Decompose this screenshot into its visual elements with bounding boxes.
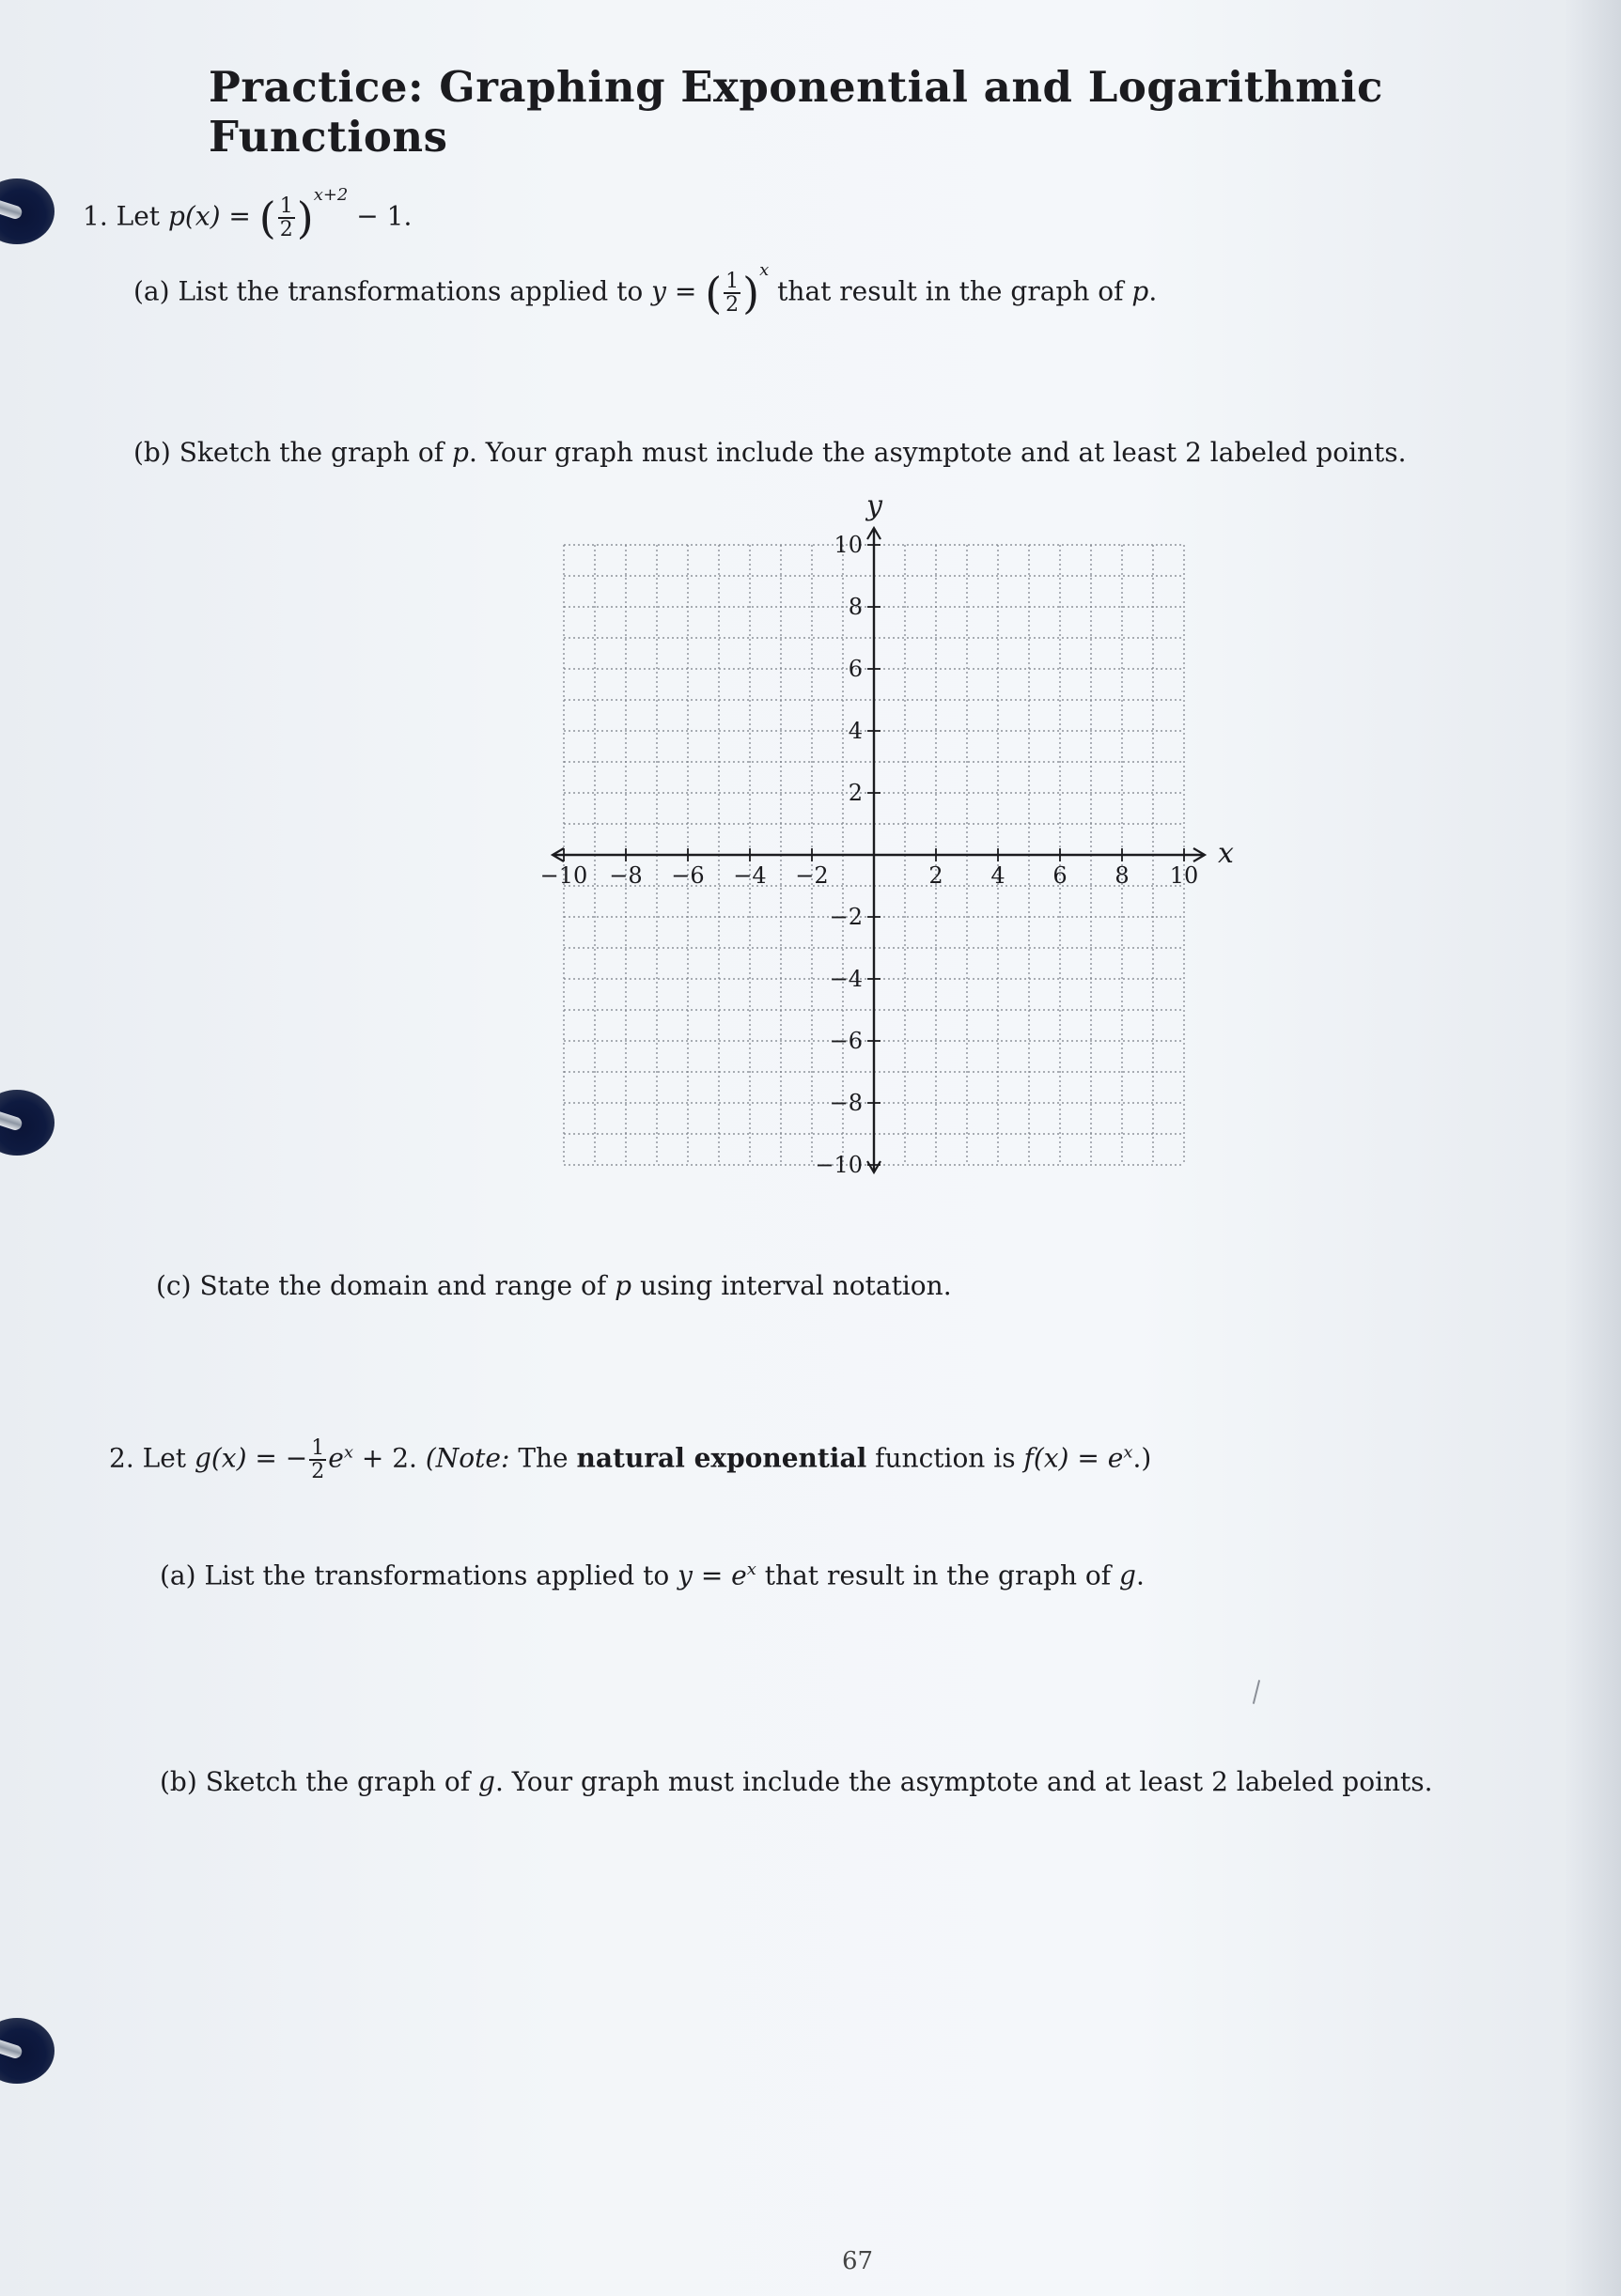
- pencil-mark: [1253, 1680, 1260, 1704]
- problem-2a-end: .: [1135, 1559, 1145, 1591]
- x-tick-label: 8: [1114, 862, 1130, 889]
- problem-2-note-end: .): [1132, 1442, 1152, 1474]
- y-tick-label: 6: [848, 656, 863, 682]
- problem-2-note-text: The: [509, 1442, 577, 1474]
- problem-1a-text-after: that result in the graph of: [777, 275, 1132, 307]
- problem-1a-fname: p: [1131, 275, 1149, 307]
- problem-2-exponent: x: [343, 1442, 353, 1463]
- problem-2-note-bold: natural exponential: [576, 1442, 867, 1474]
- binder-ring-hole-top: [0, 178, 55, 244]
- problem-1b-label: (b): [133, 437, 171, 468]
- problem-1c-label: (c): [156, 1270, 192, 1301]
- y-tick-label: 4: [848, 718, 863, 744]
- problem-1a-y: y =: [651, 275, 706, 307]
- y-tick-label: −8: [829, 1090, 863, 1116]
- problem-1-statement: 1. Let p(x) = ( $\frac{1}{2}$ )$^{x+2}$ − 1.: [83, 185, 413, 243]
- y-tick-label: 2: [848, 780, 863, 806]
- problem-2a: [160, 1559, 1145, 1590]
- problem-1a-end: .: [1148, 275, 1158, 307]
- page-title: Practice: Graphing Exponential and Logarithmic Functions: [209, 62, 1383, 162]
- problem-2-function: g(x) = −: [194, 1442, 308, 1474]
- problem-1-exponent: x+2: [313, 185, 349, 206]
- y-tick-label: 8: [848, 594, 863, 620]
- problem-2a-fname: g: [1119, 1559, 1136, 1591]
- problem-1a-exponent: x: [759, 260, 770, 281]
- problem-1-function: p(x) =: [167, 200, 259, 232]
- problem-2-note-text2: function is: [866, 1442, 1024, 1474]
- problem-2a-y: y = e: [678, 1559, 747, 1591]
- problem-1c-text-after: using interval notation.: [631, 1270, 952, 1301]
- y-axis-label: y: [866, 489, 882, 522]
- problem-2b-text-after: . Your graph must include the asymptote and at least 2 labeled points.: [494, 1766, 1433, 1797]
- problem-1b-text: Sketch the graph of: [179, 437, 453, 468]
- problem-1-number: 1.: [83, 200, 108, 232]
- problem-2-tail: + 2.: [352, 1442, 417, 1474]
- coordinate-grid[interactable]: [526, 489, 1240, 1231]
- problem-1-let: Let: [116, 200, 161, 232]
- problem-2-note-exp: x: [1123, 1442, 1133, 1463]
- problem-1c-fname: p: [615, 1270, 632, 1301]
- y-tick-label: −2: [829, 904, 863, 930]
- problem-1a: (a) List the transformations applied to y = ( $\frac{1}{2}$ )$^x$ that result in the graph of p.: [133, 260, 1158, 318]
- x-tick-label: −10: [539, 862, 588, 889]
- problem-2b-fname: g: [478, 1766, 495, 1797]
- binder-ring-hole-bottom: [0, 2018, 55, 2084]
- y-tick-label: −6: [829, 1028, 863, 1054]
- problem-2b-text: Sketch the graph of: [205, 1766, 479, 1797]
- problem-2-fraction: $\frac{1}{2}$: [311, 1436, 325, 1484]
- page-number: 67: [842, 2247, 874, 2275]
- problem-1b-fname: p: [452, 437, 469, 468]
- binder-ring-hole-middle: [0, 1090, 55, 1156]
- x-tick-label: −6: [671, 862, 705, 889]
- x-axis-label: x: [1218, 837, 1234, 870]
- problem-1c-text: State the domain and range of: [199, 1270, 616, 1301]
- x-tick-label: 4: [990, 862, 1005, 889]
- problem-1b: [133, 437, 1407, 468]
- problem-1c: [156, 1270, 952, 1301]
- y-tick-label: −10: [815, 1152, 863, 1178]
- problem-1a-fraction: $\frac{1}{2}$: [725, 269, 740, 317]
- problem-1-fraction: $\frac{1}{2}$: [279, 194, 293, 241]
- problem-1a-text: List the transformations applied to: [178, 275, 652, 307]
- problem-2a-label: (a): [160, 1559, 196, 1591]
- paper-edge-shadow: [1565, 0, 1621, 2296]
- problem-2-statement: [109, 1437, 1151, 1482]
- problem-2-let: Let: [142, 1442, 187, 1474]
- x-tick-label: 2: [928, 862, 943, 889]
- problem-2a-text-after: that result in the graph of: [756, 1559, 1120, 1591]
- y-tick-label: −4: [829, 966, 863, 992]
- problem-2-base: e: [328, 1442, 344, 1474]
- problem-2-note-label: (Note:: [425, 1442, 510, 1474]
- problem-1b-text-after: . Your graph must include the asymptote and at least 2 labeled points.: [468, 437, 1407, 468]
- x-tick-label: −8: [609, 862, 643, 889]
- problem-2b-label: (b): [160, 1766, 197, 1797]
- x-tick-label: −2: [795, 862, 829, 889]
- problem-2-note-func: f(x) = e: [1023, 1442, 1124, 1474]
- y-tick-label: 10: [834, 532, 863, 558]
- x-tick-label: −4: [733, 862, 767, 889]
- problem-1-tail: − 1.: [356, 200, 413, 232]
- problem-2b: [160, 1766, 1433, 1797]
- problem-2-number: 2.: [109, 1442, 134, 1474]
- coordinate-grid-svg[interactable]: [526, 489, 1240, 1231]
- problem-2a-exponent: x: [746, 1559, 756, 1579]
- problem-2a-text: List the transformations applied to: [204, 1559, 678, 1591]
- x-tick-label: 6: [1052, 862, 1068, 889]
- x-tick-label: 10: [1169, 862, 1199, 889]
- problem-1a-label: (a): [133, 275, 170, 307]
